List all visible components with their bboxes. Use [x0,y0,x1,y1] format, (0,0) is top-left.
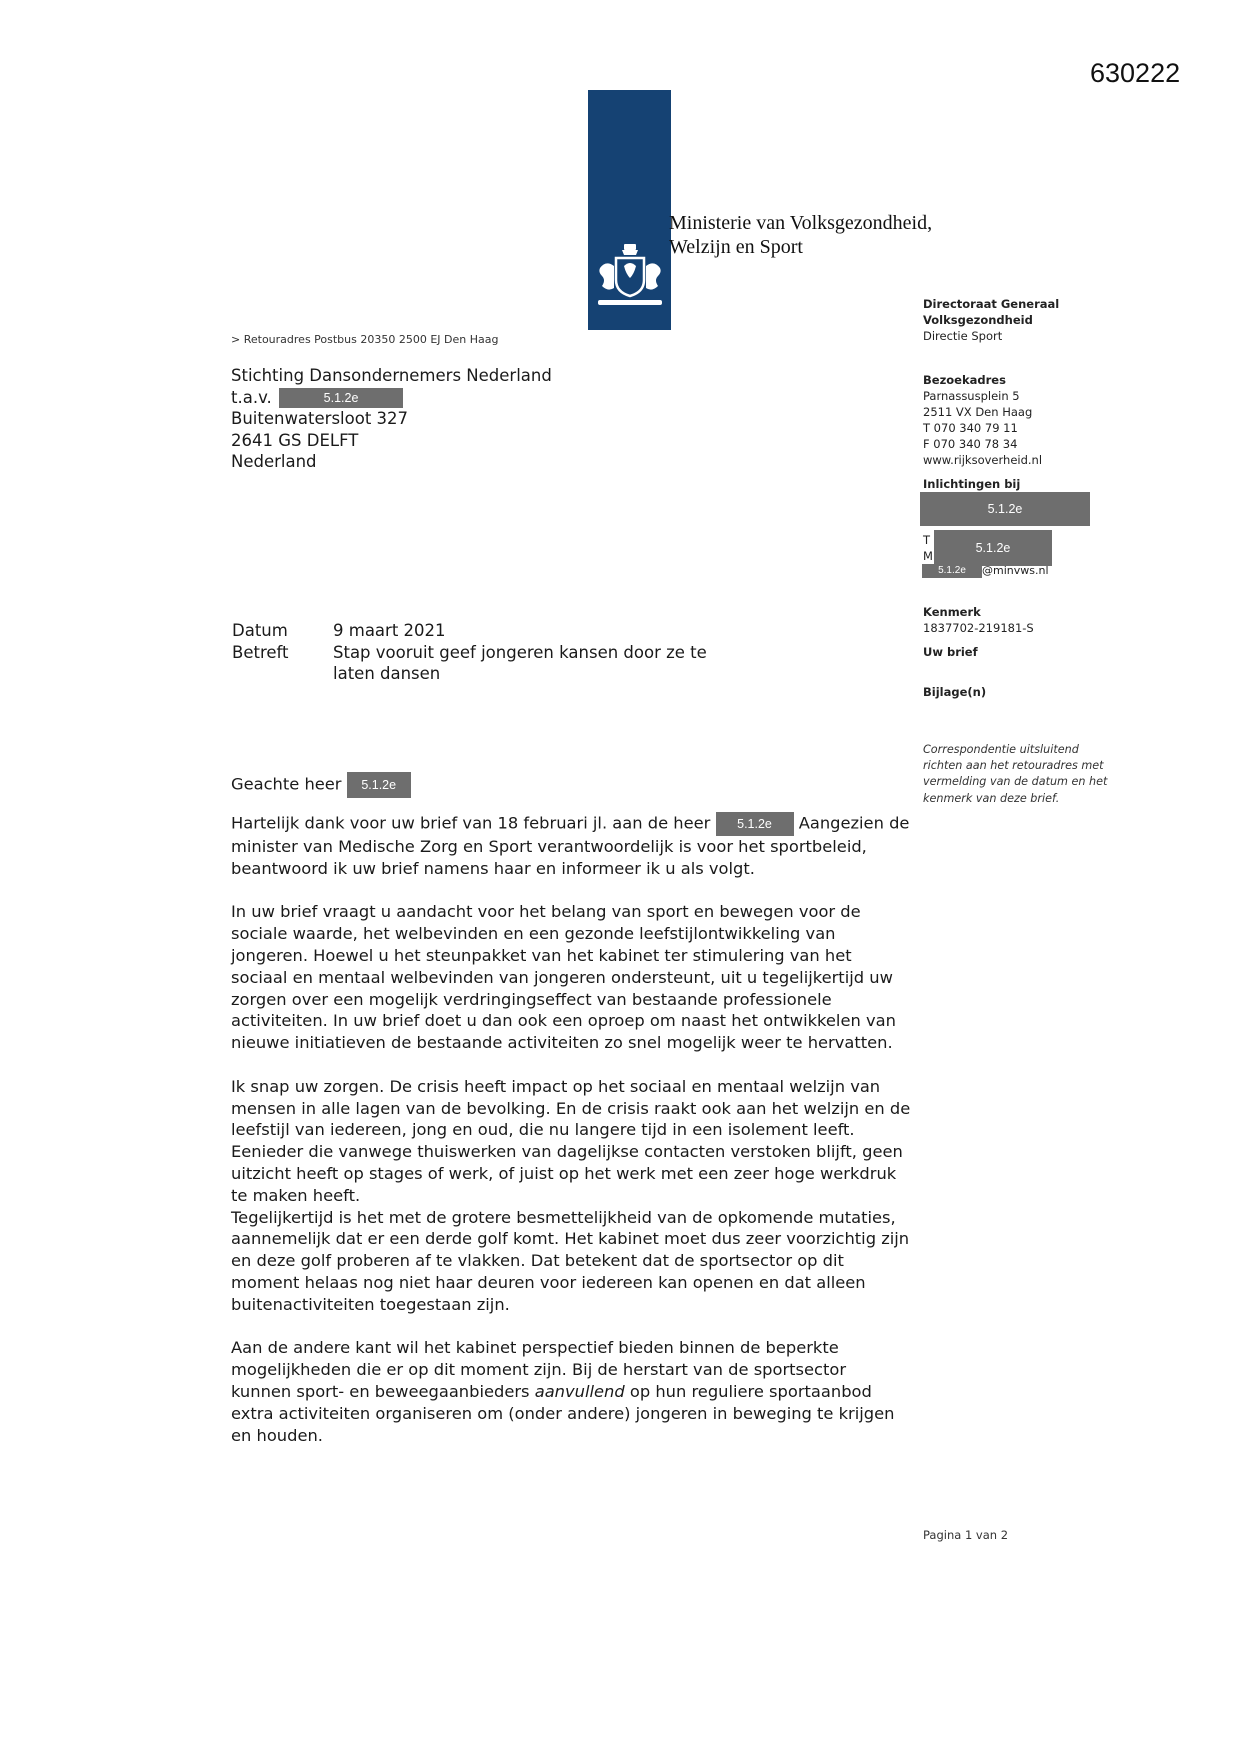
sidebar-kenmerk [923,604,1123,636]
document-number: 630222 [1090,58,1181,88]
recipient-tav-label: t.a.v. [231,387,272,407]
recipient-line1: Stichting Dansondernemers Nederland [231,366,552,385]
sidebar-visit-address [923,372,1123,468]
sidebar-dg-line2: Volksgezondheid [923,313,1033,327]
sidebar-correspondence-note: Correspondentie uitsluitend richten aan het retouradres met vermelding van de datum en het kenmerk van deze brief. [923,743,1108,805]
ministry-name [669,211,932,259]
meta-betreft-label: Betreft [232,642,289,662]
paragraph-4-start: Aan de andere kant wil het kabinet perspectief bieden binnen de beperkte mogelijkheden die er op dit moment zijn. Bij de herstart van de sportsector kunnen sport- en beweegaanbieders [231,1338,847,1401]
sidebar-bijlagen [923,684,1123,700]
paragraph-2: In uw brief vraagt u aandacht voor het belang van sport en bewegen voor de sociale waarde, het welbevinden en een gezonde leefstijlontwikkeling van jongeren. Hoewel u het steunpakket van het kabinet ter stimulering van het sociaal en mentaal welbevinden van jongeren ondersteunt, uit u tegelijkertijd uw zorgen over een mogelijk verdringingseffect van bestaande professionele activiteiten. In uw brief doet u dan ook een oproep om naast het ontwikkelen van nieuwe initiatieven de bestaande activiteiten zo snel mogelijk weer te hervatten. [231,902,896,1053]
sidebar-uw-brief [923,644,1123,660]
paragraph-1-start: Hartelijk dank voor uw brief van 18 februari jl. aan de heer [231,813,711,833]
recipient-address [231,365,552,473]
sidebar-uw-brief-label: Uw brief [923,645,978,659]
recipient-line3: Buitenwatersloot 327 [231,409,409,428]
redaction-box: 5.1.2e [347,772,411,798]
paragraph-4 [231,1337,911,1446]
sidebar-street: Parnassusplein 5 [923,389,1020,403]
redaction-box: 5.1.2e [934,530,1052,566]
sidebar-t-label: T [923,533,931,547]
sidebar-email-domain: @minvws.nl [982,564,1049,577]
paragraph-1-rest: Aangezien de minister van Medische Zorg en Sport verantwoordelijk is voor het sportbeleid, beantwoord ik uw brief namens haar en informeer ik u als volgt. [231,813,910,878]
letter-body [231,772,911,1468]
sidebar-directie: Directie Sport [923,329,1003,343]
sidebar-sender [923,296,1123,344]
return-address: > Retouradres Postbus 20350 2500 EJ Den Haag [231,333,499,346]
meta-datum-row [232,620,753,642]
ministry-name-line1: Ministerie van Volksgezondheid, [669,212,933,234]
sidebar-bijlagen-label: Bijlage(n) [923,685,987,699]
paragraph-1 [231,812,911,880]
redaction-box: 5.1.2e [279,388,403,408]
sidebar-city: 2511 VX Den Haag [923,405,1033,419]
sidebar-dg-line1: Directoraat Generaal [923,297,1060,311]
paragraph-3a: Ik snap uw zorgen. De crisis heeft impact op het sociaal en mentaal welzijn van mensen in alle lagen van de bevolking. En de crisis raakt ook aan het welzijn en de leefstijl van iedereen, jong en oud, die nu langere tijd in een isolement leeft. Eenieder die vanwege thuiswerken van dagelijkse contacten verstoken blijft, geen uitzicht heeft op stages of werk, of juist op het werk met een zeer hoge werkdruk te maken heeft. [231,1076,911,1205]
meta-datum-value: 9 maart 2021 [333,621,446,640]
sidebar-m-label: M [923,549,933,563]
sidebar-kenmerk-value: 1837702-219181-S [923,621,1034,635]
sidebar-phone: T 070 340 79 11 [923,421,1018,435]
paragraph-4-end: op hun reguliere sportaanbod extra activiteiten organiseren om (onder andere) jongeren in beweging te krijgen en houden. [231,1381,895,1445]
coat-of-arms-icon [594,242,666,310]
sidebar-inlichtingen-label: Inlichtingen bij [923,477,1021,491]
sidebar-inlichtingen [923,476,1123,492]
letter-meta [232,620,753,685]
sidebar-bezoekadres-label: Bezoekadres [923,373,1006,387]
meta-datum-label: Datum [232,621,288,640]
paragraph-4-italic: aanvullend [534,1381,625,1401]
sidebar-fax: F 070 340 78 34 [923,437,1018,451]
sidebar-website: www.rijksoverheid.nl [923,453,1043,467]
meta-betreft-value: Stap vooruit geef jongeren kansen door ze te laten dansen [333,642,707,683]
meta-betreft-row [232,642,753,685]
ministry-name-line2: Welzijn en Sport [669,236,803,258]
page-number: Pagina 1 van 2 [923,1528,1009,1542]
salutation-text: Geachte heer [231,774,342,794]
paragraph-3b: Tegelijkertijd is het met de grotere besmettelijkheid van de opkomende mutaties, aannemelijk dat er een derde golf komt. Het kabinet moet dus zeer voorzichtig zijn en deze golf proberen af te vlakken. Dat betekent dat de sportsector op dit moment helaas nog niet haar deuren voor iedereen kan openen en dat alleen buitenactiviteiten toegestaan zijn. [231,1207,910,1314]
recipient-line5: Nederland [231,452,317,471]
recipient-tav [231,387,552,409]
redaction-box: 5.1.2e [922,564,982,578]
salutation [231,772,911,798]
redaction-box: 5.1.2e [920,492,1090,526]
sidebar-kenmerk-label: Kenmerk [923,605,981,619]
recipient-line4: 2641 GS DELFT [231,430,359,450]
redaction-box: 5.1.2e [716,812,794,836]
